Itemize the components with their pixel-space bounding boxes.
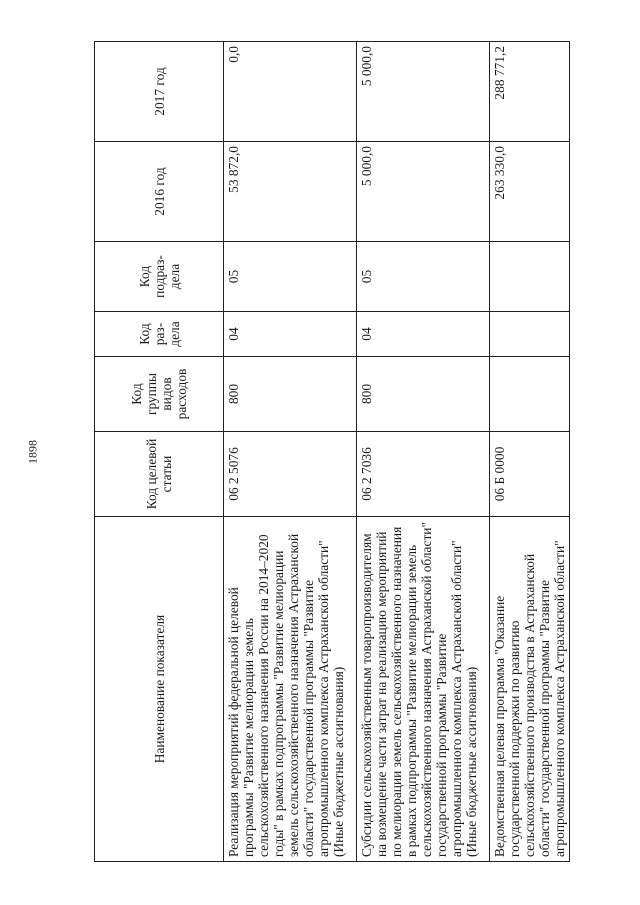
row-expense-group: 800 (357, 357, 490, 432)
header-2017: 2017 год (95, 42, 224, 142)
row-2017: 288 771,2 (490, 42, 570, 142)
row-2016: 53 872,0 (224, 142, 357, 242)
row-expense-group (490, 357, 570, 432)
rotated-table-container (94, 42, 567, 862)
table-row (490, 42, 570, 862)
row-name: Ведомственная целевая программа "Оказание государственной поддержки по развитию сельскохозяйственного производства в Астраханской области" государственной программы "Развитие агропромышленного комплекса Астраханской области" (490, 517, 570, 862)
row-expense-group: 800 (224, 357, 357, 432)
row-subsection (490, 242, 570, 312)
row-2017: 0,0 (224, 42, 357, 142)
row-2017: 5 000,0 (357, 42, 490, 142)
row-subsection: 05 (224, 242, 357, 312)
row-target-code: 06 Б 0000 (490, 432, 570, 517)
header-2016: 2016 год (95, 142, 224, 242)
table-row (357, 42, 490, 862)
table-row (224, 42, 357, 862)
header-name: Наименование показателя (95, 517, 224, 862)
row-target-code: 06 2 5076 (224, 432, 357, 517)
row-2016: 5 000,0 (357, 142, 490, 242)
header-section: Код раз-дела (95, 312, 224, 357)
row-section: 04 (224, 312, 357, 357)
row-name: Реализация мероприятий федеральной целевой программы "Развитие мелиорации земель сельскохозяйственного назначения России на 2014–2020 годы" в рамках подпрограммы "Развитие мелиорации земель сельскохозяйственного назначения Астраханской области" государственной программы "Развитие агропромышленного комплекса Астраханской области" (Иные бюджетные ассигнования) (224, 517, 357, 862)
header-expense-group: Код группы видов расходов (95, 357, 224, 432)
row-section: 04 (357, 312, 490, 357)
row-subsection: 05 (357, 242, 490, 312)
row-name: Субсидии сельскохозяйственным товаропроизводителям на возмещение части затрат на реализацию мероприятий по мелиорации земель сельскохозяйственного назначения в рамках подпрограммы "Развитие мелиорации земель сельскохозяйственного назначения Астраханской области" государственной программы "Развитие агропромышленного комплекса Астраханской области" (Иные бюджетные ассигнования) (357, 517, 490, 862)
row-section (490, 312, 570, 357)
table-header-row (95, 42, 224, 862)
header-subsection: Код подраз-дела (95, 242, 224, 312)
row-2016: 263 330,0 (490, 142, 570, 242)
page-number: 1898 (25, 440, 40, 464)
header-target-code: Код целевой статьи (95, 432, 224, 517)
budget-table (94, 41, 570, 862)
row-target-code: 06 2 7036 (357, 432, 490, 517)
